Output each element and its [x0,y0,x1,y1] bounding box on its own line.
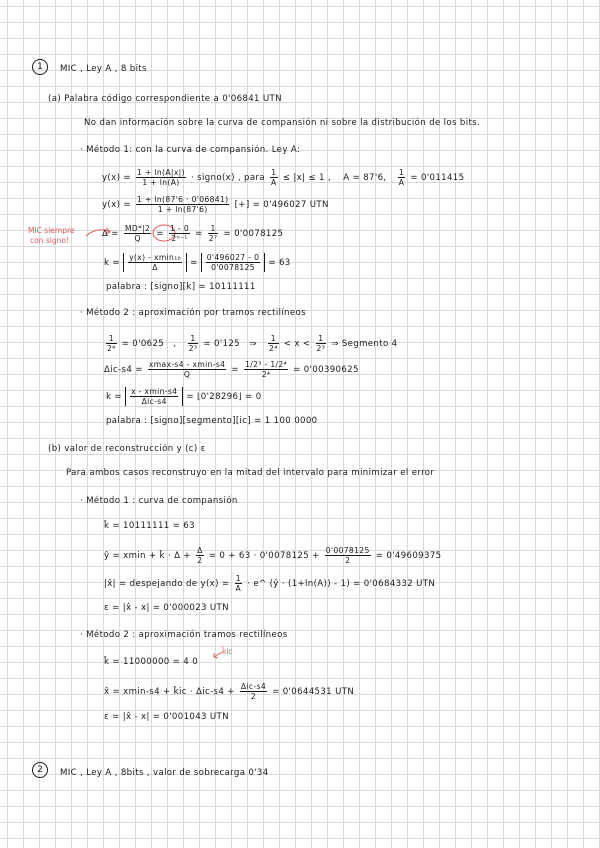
k-value: = 63 [268,258,291,268]
frac-num: 1 - 0 [170,224,190,233]
y-def-fraction [136,168,186,187]
dic-value: = 0'00390625 [293,365,359,375]
dic-frac-2 [244,360,288,379]
frac-num: Δ [197,546,203,555]
frac-num: 1 [208,224,219,234]
xhat2-left: x̂ = xmin-s4 + k̂ic · Δic-s4 + [104,687,235,697]
bound-frac-3 [268,334,279,353]
bound-frac-1 [106,334,117,353]
y-cond-rest: ≤ |x| ≤ 1 , [282,173,331,183]
dic-eq: = [231,365,239,375]
xhat-left: |x̂| = despejando de y(x) = [104,579,230,589]
k-frac-2 [206,253,261,272]
frac-num: 0'0078125 [325,546,370,555]
method-2-title: · Método 2 : aproximación por tramos rectilíneos [80,308,306,318]
k-frac-1 [128,253,182,272]
side-note-line-2: con signo! [30,236,69,245]
frac-den: Q [134,234,141,243]
k2-equation [106,387,262,406]
frac-num: x - xmin-s4 [131,387,178,396]
yhat-frac-2 [325,546,371,565]
yhat-value: = 0'49609375 [375,551,442,561]
bound-frac-2 [188,334,199,353]
xhat2-value: = 0'0644531 UTN [272,687,355,697]
method-1-title: · Método 1: con la curva de compansión. Ley A: [80,145,301,155]
frac-num: 1 [316,334,327,344]
delta-eq-2: = [195,229,203,239]
frac-den: 2³ [316,344,326,353]
frac-den: 1 + ln(A) [142,178,180,187]
frac-num: Δic-s4 [240,682,267,691]
k-equation [104,253,291,272]
frac-num: 1 [235,574,241,583]
section-number-2: 2 [32,762,48,778]
a-value: A = 87'6, [343,173,387,183]
delta-frac-2 [169,224,190,243]
delta-value: = 0'0078125 [223,229,284,239]
frac-den: 2⁴ [107,344,116,353]
xhat2-frac [240,682,267,701]
dic-frac-1 [148,360,226,379]
frac-den: 0'0078125 [211,263,255,272]
side-note-line-1: MIC siempre [28,226,75,235]
frac-den: 2 [250,692,257,701]
frac-num: MD*|2 [124,224,151,233]
part-a-title: (a) Palabra código correspondiente a 0'06841 UTN [48,94,282,104]
epsilon-2: ε = |x̂ - x| = 0'001043 UTN [104,712,229,722]
bound-frac-4 [316,334,327,353]
frac-den: Δic-s4 [141,397,167,406]
implies: ⇒ [249,339,257,349]
delta-equation [102,224,283,243]
k-left: k = [104,258,120,268]
section-heading-2: MIC , Ley A , 8bits , valor de sobrecarga 0'34 [60,768,269,778]
palabra-1: palabra : [signo][k] = 10111111 [106,282,256,292]
palabra-2: palabra : [signo][segmento][ic] = 1 100 0000 [106,416,318,426]
frac-den: 2ⁿ⁻¹ [171,234,188,243]
segment-result: ⇒ Segmento 4 [331,339,398,349]
khat-ic-note: k̂ic [222,647,233,656]
yhat-left: ŷ = xmin + k̂ · Δ + [104,551,191,561]
k2-value: = ⌊0'28296⌋ = 0 [186,392,262,402]
khat-2: k̂ = 11000000 = 4 0 [104,657,199,667]
xhat-equation [104,574,435,593]
b-method-1-title: · Método 1 : curva de compansión [80,496,238,506]
part-b-title: (b) valor de reconstrucción y (c) ε [48,444,206,454]
x-between: < x < [283,339,311,349]
frac-num: 1/2³ - 1/2⁴ [245,360,288,369]
k-floor-2 [201,253,266,272]
frac-num: 1 [188,334,199,344]
xhat-right: · e^ (ŷ · (1+ln(A)) - 1) = 0'0684332 UTN [247,579,436,589]
yhat-mid: = 0 + 63 · 0'0078125 + [208,551,320,561]
bound-value-2: = 0'125 [203,339,240,349]
y-definition [102,168,464,187]
inv-a-value: = 0'011415 [410,173,465,183]
khat-1: k̂ = 10111111 = 63 [104,521,195,531]
xhat-frac [235,574,243,593]
y-eval-fraction [136,195,229,214]
y-eval-left: y(x) = [102,200,131,210]
k2-frac [130,387,178,406]
frac-den: 1 + ln(87'6) [157,205,208,214]
section-number-1: 1 [32,59,48,75]
frac-den: 2⁴ [261,370,271,379]
b-method-2-title: · Método 2 : aproximación tramos rectilíneos [80,630,288,640]
frac-den: 2 [197,556,203,565]
frac-den: 2³ [188,344,198,353]
khat-ic-arrow [210,650,224,660]
epsilon-1: ε = |x̂ - x| = 0'000023 UTN [104,603,229,613]
k-floor-1 [123,253,187,272]
y-def-mid: · signo(x) , para [191,173,265,183]
delta-left: Δ = [102,229,119,239]
frac-num: 1 [398,168,405,177]
inv-a-fraction [398,168,406,187]
frac-num: 1 [271,168,277,177]
xhat2-equation [104,682,354,701]
frac-num: 1 + ln(A|x|) [137,168,185,177]
frac-den: 2⁴ [269,344,278,353]
frac-num: 1 [106,334,117,344]
delta-frac-1 [124,224,151,243]
frac-den: 2⁷ [208,234,218,243]
yhat-equation [104,546,441,565]
delta-eq: = [156,229,164,239]
y-eval-right: [+] = 0'496027 UTN [234,200,329,210]
frac-den: A [235,584,242,593]
frac-num: y(x) - xmin₁₀ [129,253,181,262]
frac-den: Q [183,370,191,379]
dic-left: Δic-s4 = [104,365,143,375]
k-eq: = [190,258,198,268]
delta-frac-3 [208,224,219,243]
frac-den: A [398,178,405,187]
bound-value-1: = 0'0625 [121,339,165,349]
frac-num: 1 [268,334,279,344]
k2-floor [125,387,183,406]
frac-den: 2 [345,556,351,565]
frac-num: 1 + ln(87'6 · 0'06841) [137,195,229,204]
frac-num: 0'496027 - 0 [206,253,260,262]
delta-ic-equation [104,360,359,379]
part-a-intro: No dan información sobre la curva de compansión ni sobre la distribución de los bits. [84,118,481,128]
part-b-intro: Para ambos casos reconstruyo en la mitad del intervalo para minimizar el error [66,468,435,478]
segment-bounds: $\frac{1}{\text{2⁴}}$ = 0'0625 , $\frac{1}{\text{2³}}$ = 0'125 ⇒ $\frac{1}{\text{2⁴}}$ < x < $\frac{1}{\text{2³}}$ ⇒ Segmento 4 [107,334,398,353]
frac-num: xmax-s4 - xmin-s4 [148,360,226,369]
y-cond-fraction [270,168,278,187]
yhat-frac-1 [196,546,204,565]
frac-den: Δ [152,263,158,272]
frac-den: A [271,178,277,187]
y-evaluation [102,195,329,214]
y-def-left: y(x) = [102,173,131,183]
section-heading-1: MIC , Ley A , 8 bits [60,64,147,74]
k2-left: k = [106,392,122,402]
